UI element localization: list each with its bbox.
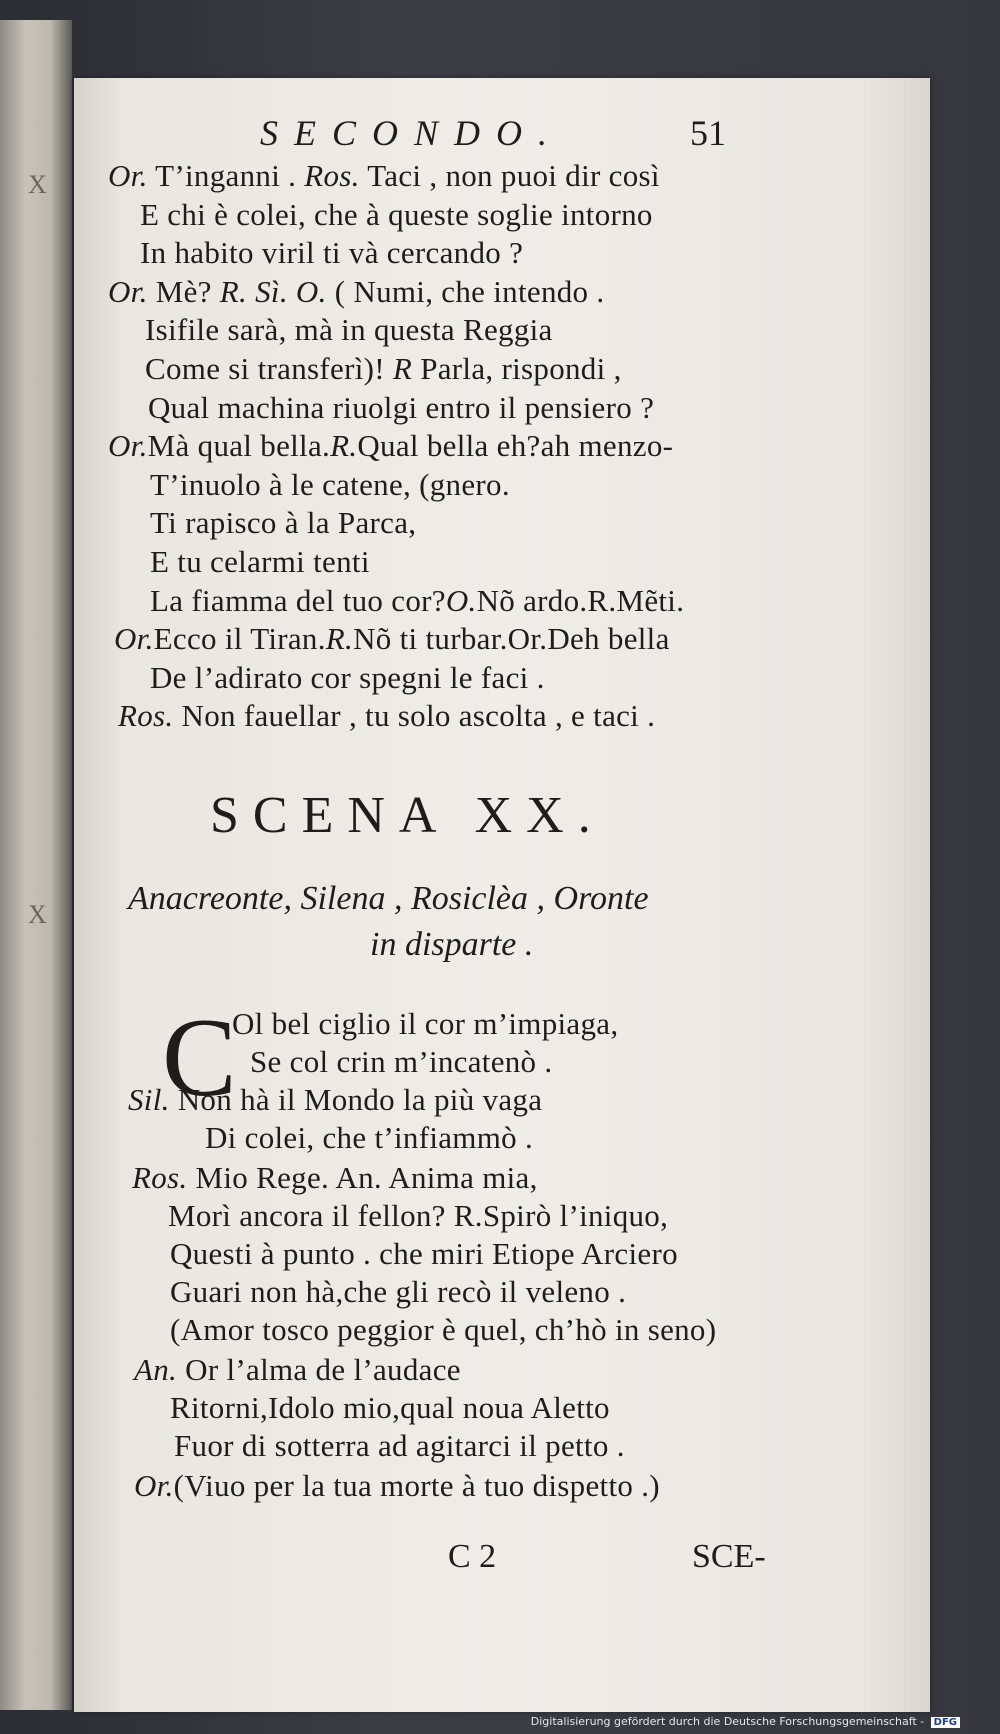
verse-line [150,467,510,503]
speaker-label: Ros. [304,158,360,193]
verse-text: Fuor di sotterra ad agitarci il petto . [174,1428,625,1463]
verse-text: Di colei, che t’infiammò . [205,1120,534,1155]
verse-line [148,390,654,426]
speaker-label: R. [330,428,358,464]
verse-text: Taci , non puoi dir così [359,158,660,193]
speaker-label: An. [134,1352,178,1387]
verse-line [170,1312,716,1348]
verse-text: Qual machina riuolgi entro il pensiero ? [148,389,655,425]
page-number: 51 [690,113,726,153]
verse-line [174,1428,625,1464]
verse-line [145,312,553,348]
signature-mark: C 2 [448,1538,497,1575]
verse-line [140,235,523,271]
verse-line [150,660,545,696]
verse-line [132,1160,538,1196]
verse-line [134,1352,461,1388]
verse-text: Mio Rege. An. Anima mia, [187,1160,538,1195]
verse-text: Nõ ti turbar.Or.Deh bella [353,621,670,657]
verse-text: Mà qual bella. [147,428,331,464]
verse-text: La fiamma del tuo cor? [150,582,446,618]
cast-list-line-1: Anacreonte, Silena , Rosiclèa , Oronte [128,880,649,917]
verse-line [205,1120,533,1156]
verse-line [108,274,604,310]
speaker-label: Or. [108,428,148,464]
speaker-label: Ros. [132,1160,188,1195]
verse-line [250,1044,552,1080]
cast-list-line-2: in disparte . [370,926,534,963]
verse-text: T’inuolo à le catene, (gnero. [150,466,510,502]
verse-line [140,197,653,233]
running-header: SECONDO. [260,113,564,153]
speaker-label: R [392,351,413,386]
verse-line [108,158,660,194]
verse-text: Or l’alma de l’audace [177,1352,461,1387]
speaker-label: R. Sì. O. [219,273,327,309]
verse-text: Non hà il Mondo la più vaga [169,1082,543,1117]
verse-line [170,1274,626,1310]
verse-text: Questi à punto . che miri Etiope Arciero [170,1236,678,1271]
verse-text: Morì ancora il fellon? R.Spirò l’iniquo, [168,1198,669,1233]
scene-heading: SCENA XX. [210,787,605,844]
speaker-label: O. [445,582,477,618]
verse-line [145,351,622,387]
verse-text: De l’adirato cor spegni le faci . [150,659,545,695]
digitization-notice [531,1715,960,1728]
dfg-logo: DFG [931,1717,960,1728]
verse-text: Ritorni,Idolo mio,qual noua Aletto [170,1390,610,1425]
verse-text: (Viuo per la tua morte à tuo dispetto .) [173,1468,660,1503]
bleed-glyph: X [28,170,47,199]
speaker-label: Ros. [118,698,174,734]
verse-line [232,1006,618,1042]
verse-text: Guari non hà,che gli recò il veleno . [170,1274,627,1309]
bleed-glyph: X [28,900,47,929]
verse-text: Nõ ardo.R.Mẽti. [476,582,685,618]
verse-line [134,1468,660,1504]
verse-line [150,544,370,580]
verse-text: E tu celarmi tenti [150,544,370,579]
verse-text: E chi è colei, che à queste soglie intorno [140,196,653,232]
verse-text: Mè? [147,273,220,309]
verse-line [108,428,673,464]
verse-text: Qual bella eh?ah menzo- [357,428,674,464]
verse-text: Ecco il Tiran. [153,621,326,657]
verse-line [168,1198,668,1234]
verse-text: Ti rapisco à la Parca, [150,505,417,541]
verse-text: Come si transferì)! [145,351,393,386]
speaker-label: Or. [108,273,148,309]
verse-text: Se col crin m’incatenò . [250,1044,553,1079]
verse-text: Parla, rispondi , [412,351,622,386]
catchword: SCE- [692,1538,766,1575]
verse-line [118,698,655,734]
verse-line [150,505,416,541]
speaker-label: Or. [108,158,148,193]
verse-text: (Amor tosco peggior è quel, ch’hò in seno) [170,1312,717,1347]
verse-line [114,621,670,657]
verse-line [170,1236,678,1272]
speaker-label: Or. [134,1468,174,1503]
verse-text: Ol bel ciglio il cor m’impiaga, [232,1006,619,1041]
digitization-text: Digitalisierung gefördert durch die Deutsche Forschungsgemeinschaft - [530,1715,925,1728]
verse-text: T’inganni . [147,158,305,193]
verse-text: ( Numi, che intendo . [326,273,605,309]
verse-line [150,583,684,619]
verse-text: Isifile sarà, mà in questa Reggia [145,312,553,348]
previous-page-edge [0,20,72,1710]
speaker-label: R. [325,621,354,657]
verse-text: Non fauellar , tu solo ascolta , e taci . [173,698,656,734]
verse-line [170,1390,610,1426]
speaker-label: Or. [114,621,154,657]
speaker-label: Sil. [128,1082,170,1117]
drop-cap: C [162,996,237,1120]
verse-line [128,1082,542,1118]
verse-text: In habito viril ti và cercando ? [140,235,524,271]
